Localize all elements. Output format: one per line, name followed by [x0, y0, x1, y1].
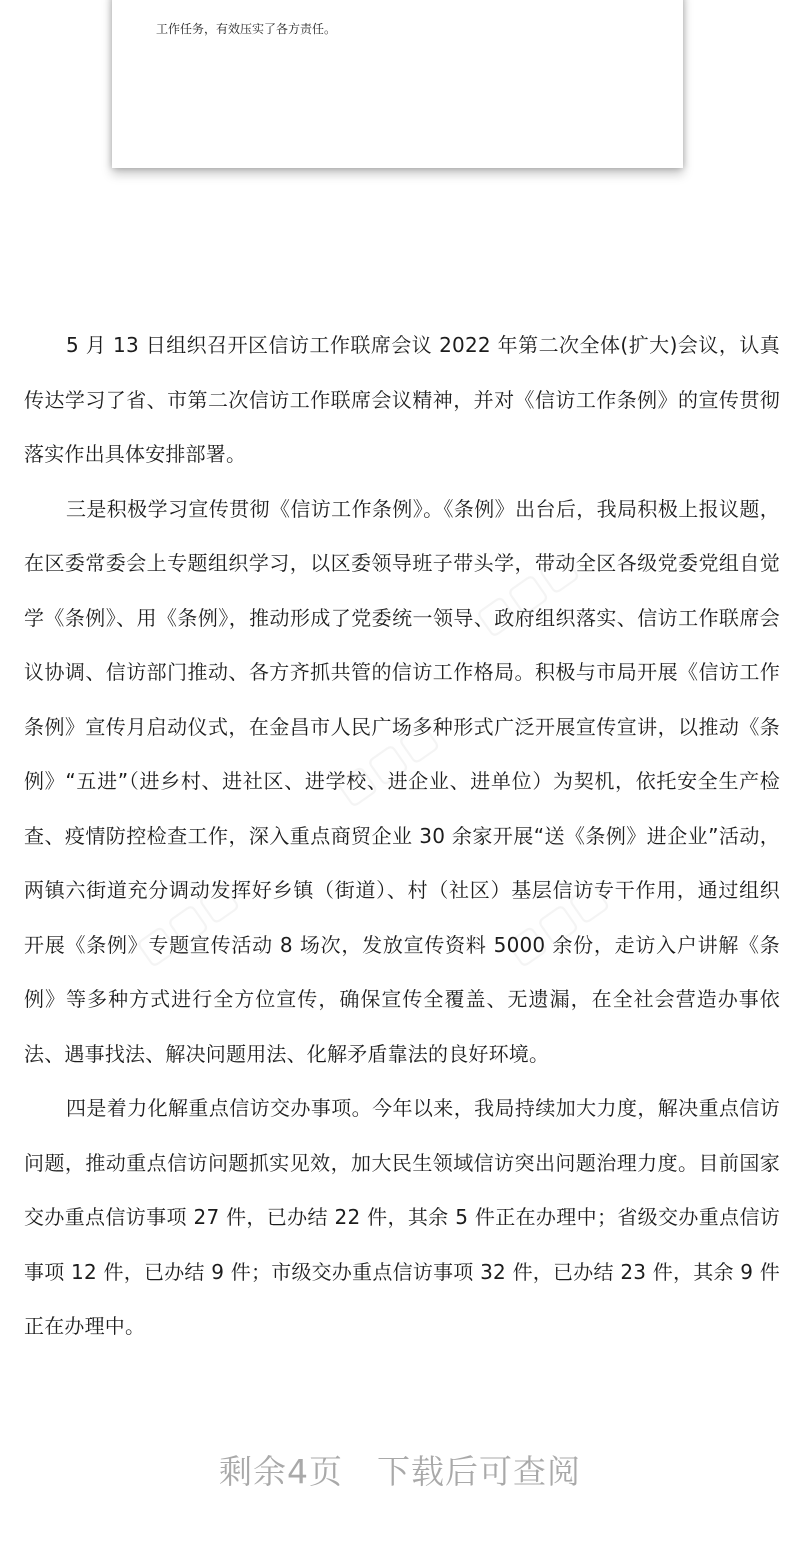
page-preview-snippet: 工作任务，有效压实了各方责任。 [156, 22, 337, 36]
document-page-preview [112, 0, 683, 168]
download-to-read-banner[interactable] [0, 1446, 800, 1493]
remaining-pages-label: 剩余4页 [219, 1452, 343, 1491]
download-hint-label: 下载后可查阅 [377, 1452, 581, 1491]
paragraph: 5 月 13 日组织召开区信访工作联席会议 2022 年第二次全体(扩大)会议，认真传达学习了省、市第二次信访工作联席会议精神，并对《信访工作条例》的宣传贯彻落实作出具体安排部署。 [24, 333, 780, 466]
paragraph: 四是着力化解重点信访交办事项。今年以来，我局持续加大力度，解决重点信访问题，推动重点信访问题抓实见效，加大民生领域信访突出问题治理力度。目前国家交办重点信访事项 27 件，已办结 22 件，其余 5 件正在办理中；省级交办重点信访事项 12 件，已办结 9 件；市级交办重点信访事项 32 件，已办结 23 件，其余 9 件正在办理中。 [24, 1096, 780, 1338]
article-body [24, 318, 780, 1354]
paragraph: 三是积极学习宣传贯彻《信访工作条例》。《条例》出台后，我局积极上报议题，在区委常委会上专题组织学习，以区委领导班子带头学，带动全区各级党委党组自觉学《条例》、用《条例》，推动形成了党委统一领导、政府组织落实、信访工作联席会议协调、信访部门推动、各方齐抓共管的信访工作格局。积极与市局开展《信访工作条例》宣传月启动仪式，在金昌市人民广场多种形式广泛开展宣传宣讲，以推动《条例》“五进”（进乡村、进社区、进学校、进企业、进单位）为契机，依托安全生产检查、疫情防控检查工作，深入重点商贸企业 30 余家开展“送《条例》进企业”活动，两镇六街道充分调动发挥好乡镇（街道）、村（社区）基层信访专干作用，通过组织开展《条例》专题宣传活动 8 场次，发放宣传资料 5000 余份，走访入户讲解《条例》等多种方式进行全方位宣传，确保宣传全覆盖、无遗漏，在全社会营造办事依法、遇事找法、解决问题用法、化解矛盾靠法的良好环境。 [24, 496, 780, 1066]
